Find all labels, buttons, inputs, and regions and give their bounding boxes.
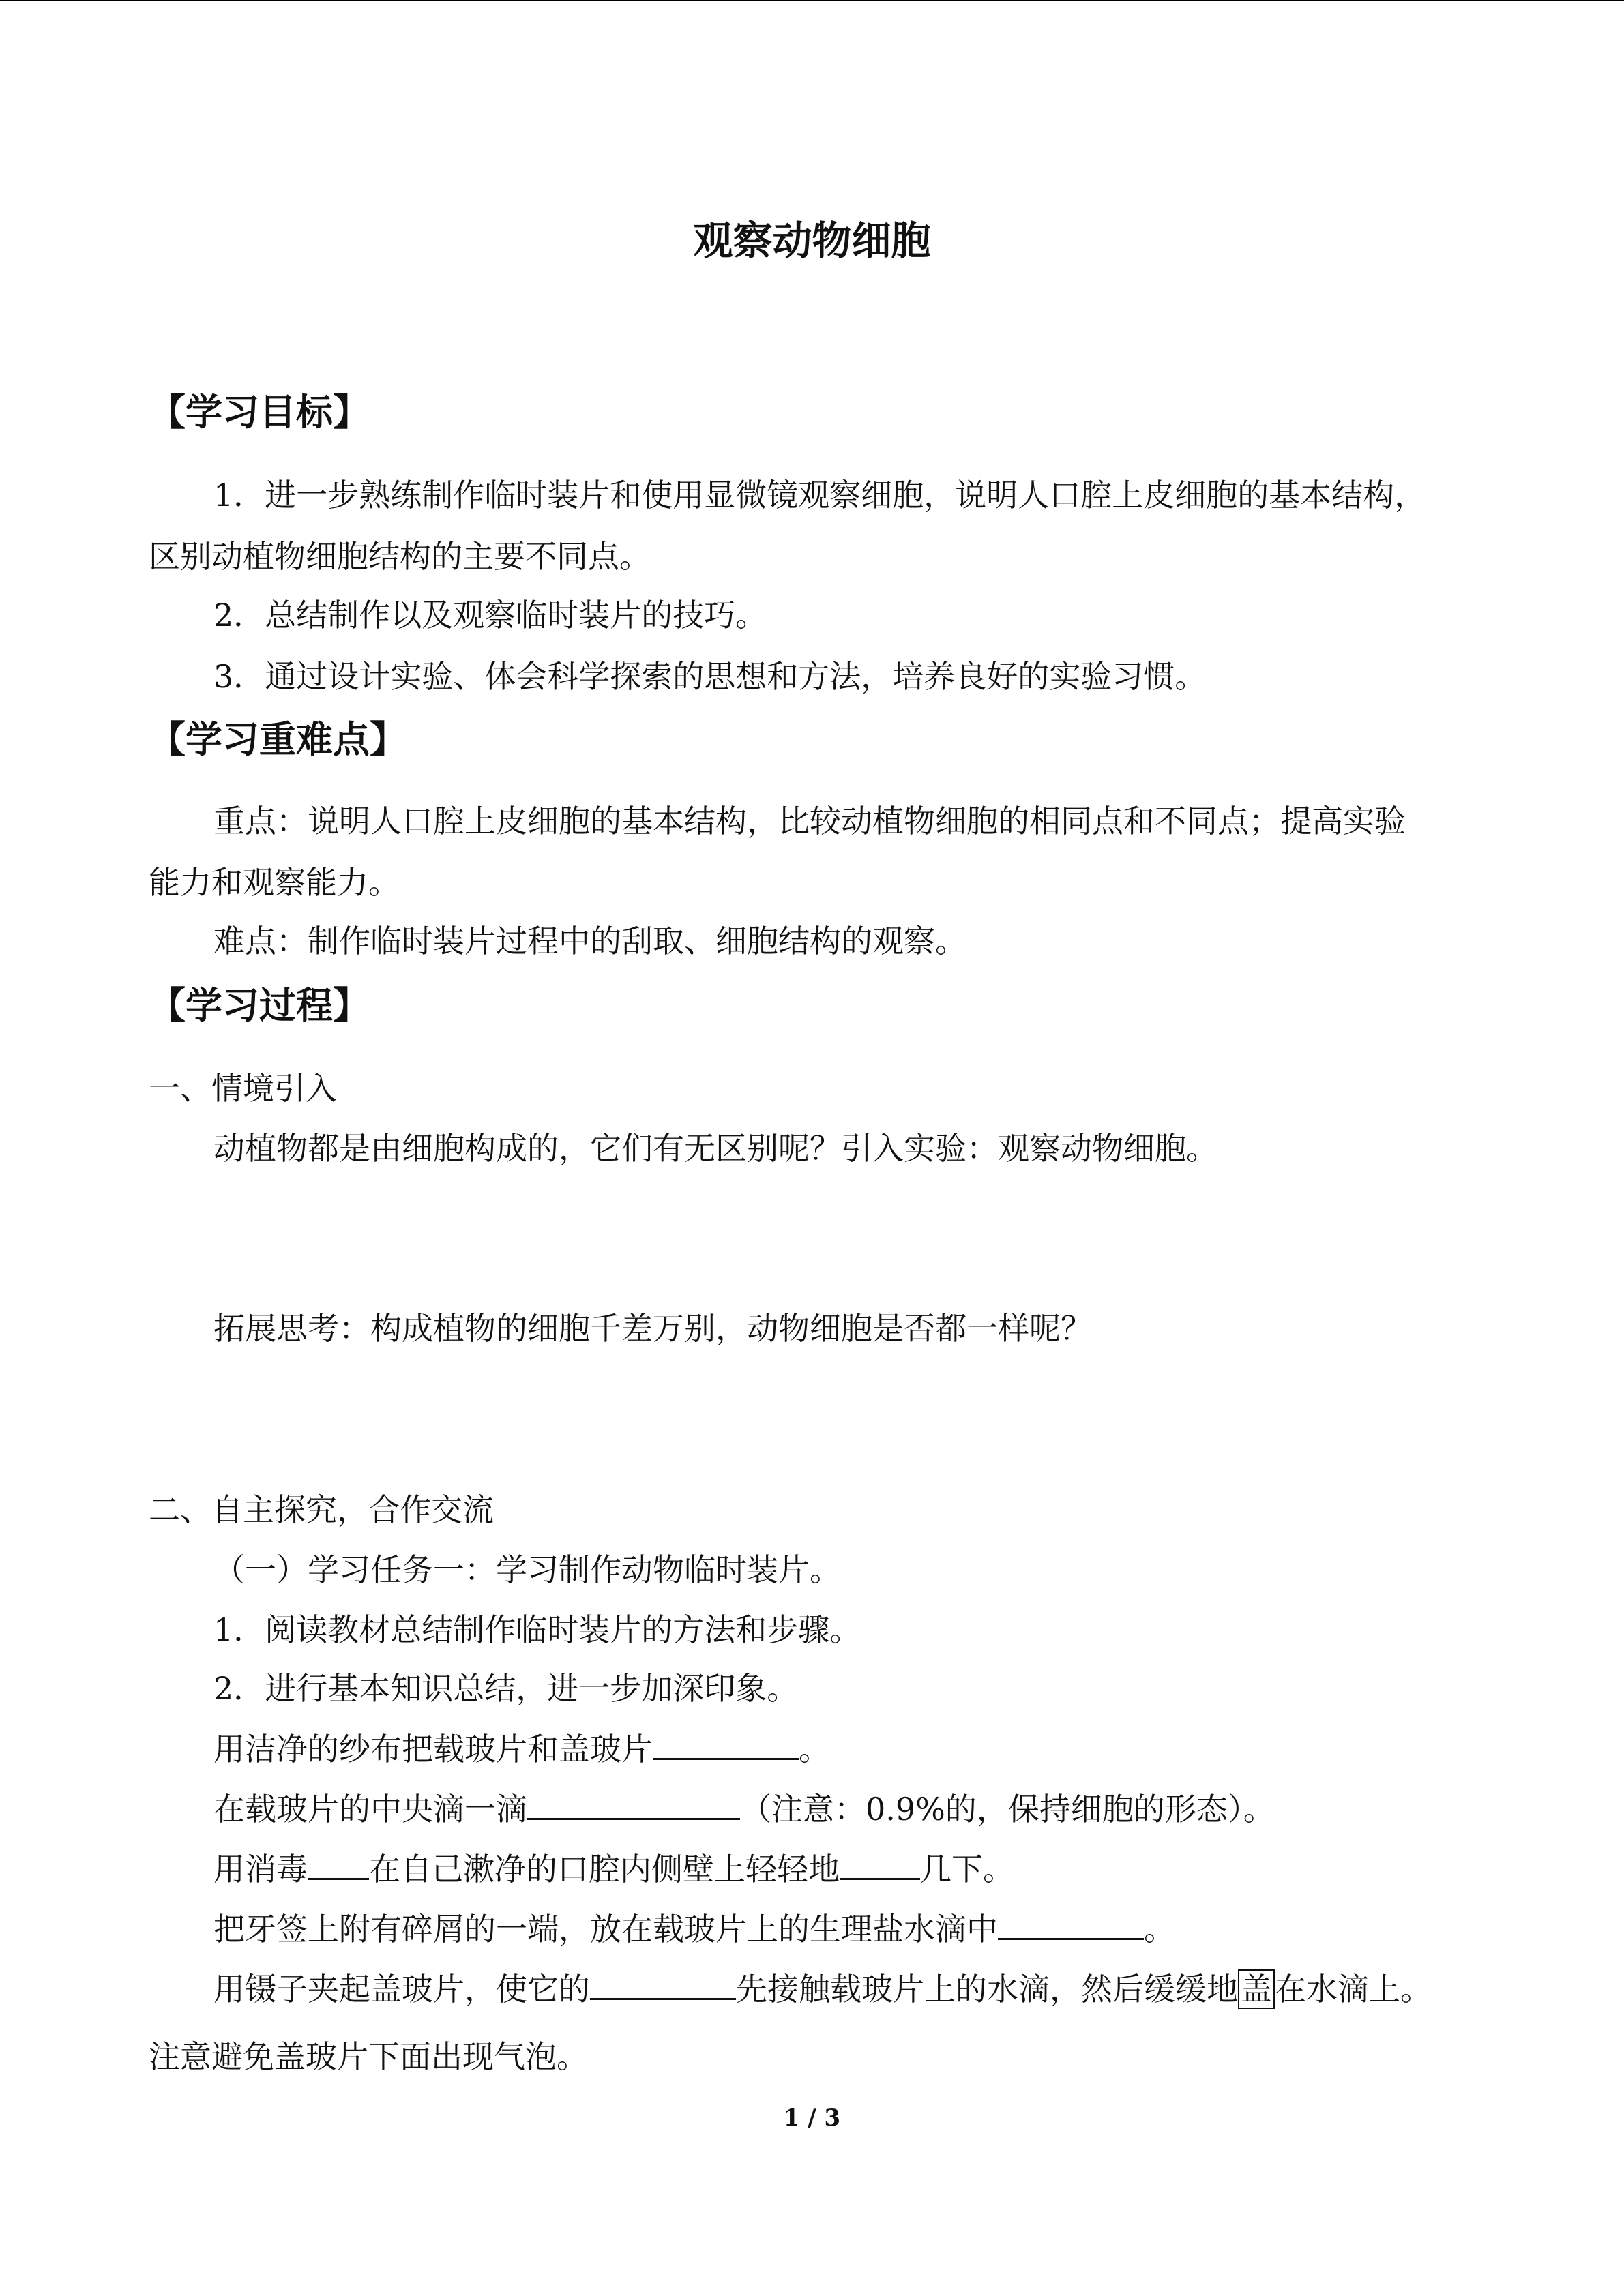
fill-blank-3-text: 用消毒 <box>213 1851 308 1888</box>
part-1-text: 动植物都是由细胞构成的，它们有无区别呢？引入实验：观察动物细胞。 <box>213 1130 1217 1167</box>
answer-blank-5[interactable] <box>998 1908 1144 1940</box>
step-2: 2．进行基本知识总结，进一步加深印象。 <box>213 1670 799 1707</box>
part-1-extension-question: 拓展思考：构成植物的细胞千差万别，动物细胞是否都一样呢？ <box>213 1310 1092 1347</box>
fill-blank-5-text: 用镊子夹起盖玻片，使它的 <box>213 1971 590 2008</box>
fill-blank-1 <box>213 1728 830 1770</box>
goal-3: 3．通过设计实验、体会科学探索的思想和方法，培养良好的实验习惯。 <box>213 658 1207 695</box>
fill-blank-1-end: 。 <box>799 1731 830 1768</box>
bubble-note: 注意避免盖玻片下面出现气泡。 <box>149 2038 588 2075</box>
fill-blank-5-end: 在水滴上。 <box>1275 1971 1432 2008</box>
page-number: 1 / 3 <box>783 2104 841 2132</box>
heading-learning-process: 【学习过程】 <box>149 984 370 1027</box>
fill-blank-3 <box>213 1848 1014 1890</box>
fill-blank-4 <box>213 1908 1175 1950</box>
goal-2: 2．总结制作以及观察临时装片的技巧。 <box>213 597 767 633</box>
key-point-line-1: 重点：说明人口腔上皮细胞的基本结构，比较动植物细胞的相同点和不同点；提高实验 <box>213 803 1406 839</box>
goal-1-line-2: 区别动植物细胞结构的主要不同点。 <box>149 538 651 575</box>
fill-blank-4-text: 把牙签上附有碎屑的一端，放在载玻片上的生理盐水滴中 <box>213 1911 998 1948</box>
goal-1-line-1: 1．进一步熟练制作临时装片和使用显微镜观察细胞，说明人口腔上皮细胞的基本结构， <box>213 477 1426 513</box>
document-title: 观察动物细胞 <box>693 218 931 264</box>
part-1-title: 一、情境引入 <box>149 1070 337 1107</box>
key-point-line-2: 能力和观察能力。 <box>149 864 400 901</box>
difficult-point: 难点：制作临时装片过程中的刮取、细胞结构的观察。 <box>213 923 966 959</box>
fill-blank-4-end: 。 <box>1144 1911 1175 1948</box>
answer-blank-1[interactable] <box>653 1728 799 1760</box>
fill-blank-5-middle: 先接触载玻片上的水滴，然后缓缓地 <box>736 1971 1238 2008</box>
part-2-title: 二、自主探究，合作交流 <box>149 1491 494 1528</box>
boxed-character: 盖 <box>1238 1969 1275 2009</box>
answer-blank-6[interactable] <box>590 1968 736 2000</box>
answer-blank-2[interactable] <box>527 1788 740 1820</box>
fill-blank-2-note: （注意：0.9%的，保持细胞的形态）。 <box>740 1791 1275 1828</box>
step-1: 1．阅读教材总结制作临时装片的方法和步骤。 <box>213 1611 861 1648</box>
fill-blank-2 <box>213 1788 1275 1830</box>
task-1-title: （一）学习任务一：学习制作动物临时装片。 <box>213 1551 841 1588</box>
answer-blank-4[interactable] <box>840 1848 920 1880</box>
fill-blank-3-middle: 在自己漱净的口腔内侧壁上轻轻地 <box>369 1851 840 1888</box>
fill-blank-2-text: 在载玻片的中央滴一滴 <box>213 1791 527 1828</box>
heading-learning-goals: 【学习目标】 <box>149 391 370 434</box>
fill-blank-1-text: 用洁净的纱布把载玻片和盖玻片 <box>213 1731 653 1768</box>
fill-blank-3-end: 几下。 <box>920 1851 1014 1888</box>
top-border <box>0 0 1624 1</box>
fill-blank-5 <box>213 1968 1432 2010</box>
answer-blank-3[interactable] <box>308 1848 369 1880</box>
heading-key-points: 【学习重难点】 <box>149 718 407 761</box>
